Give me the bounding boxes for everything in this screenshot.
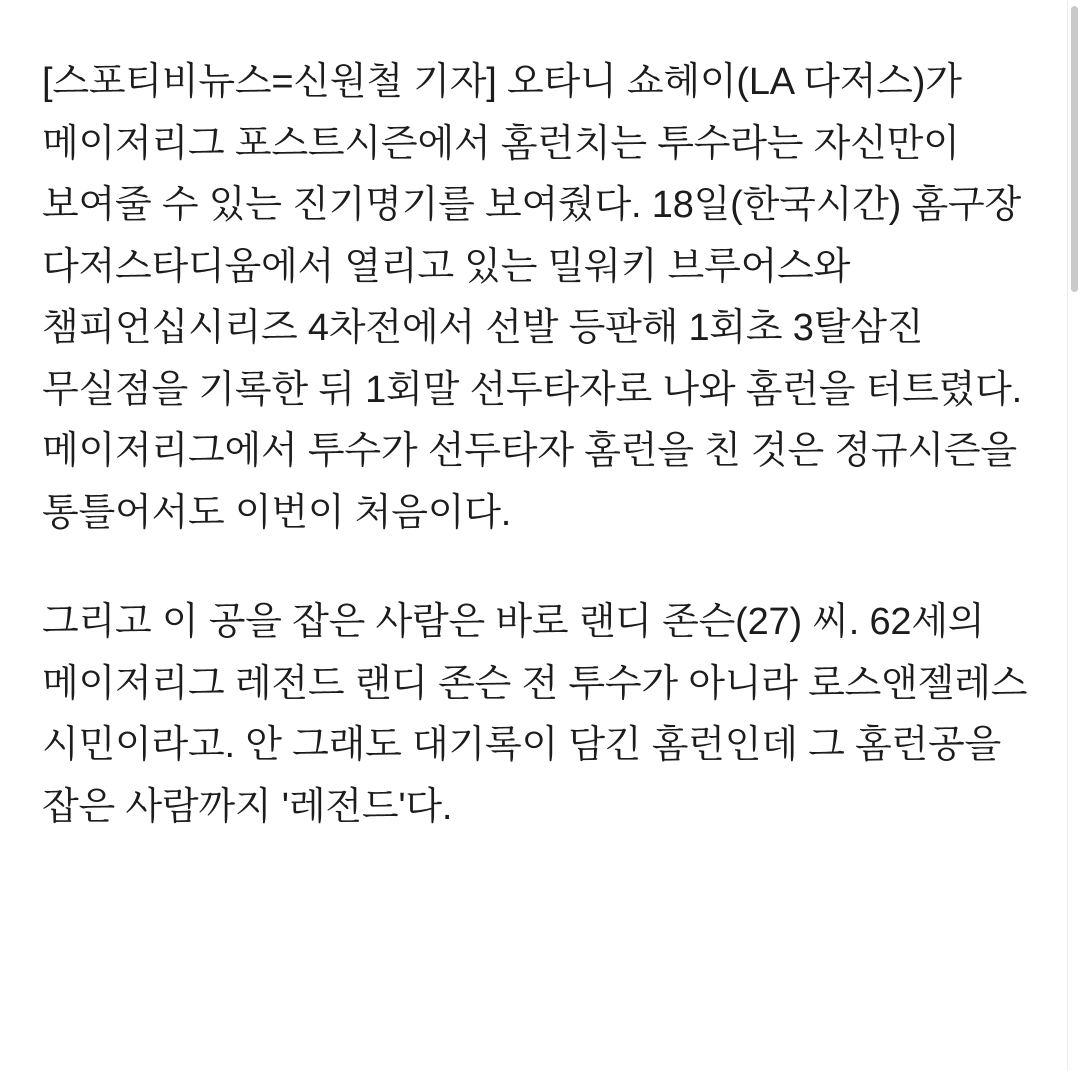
vertical-scrollbar[interactable]: [1067, 0, 1080, 1071]
scrollbar-thumb[interactable]: [1071, 6, 1078, 292]
article-paragraph-2: 그리고 이 공을 잡은 사람은 바로 랜디 존슨(27) 씨. 62세의 메이저리그 레전드 랜디 존슨 전 투수가 아니라 로스앤젤레스 시민이라고. 안 그래도 대기록이 담긴 홈런인데 그 홈런공을 잡은 사람까지 '레전드'다.: [42, 601, 1028, 829]
article-paragraph-1: [스포티비뉴스=신원철 기자] 오타니 쇼헤이(LA 다저스)가 메이저리그 포스트시즌에서 홈런치는 투수라는 자신만이 보여줄 수 있는 진기명기를 보여줬다. 18일(한국시간) 홈구장 다저스타디움에서 열리고 있는 밀워키 브루어스와 챔피언십시리즈 4차전에서 선발 등판해 1회초 3탈삼진 무실점을 기록한 뒤 1회말 선두타자로 나와 홈런을 터트렸다. 메이저리그에서 투수가 선두타자 홈런을 친 것은 정규시즌을 통틀어서도 이번이 처음이다.: [42, 61, 1022, 534]
